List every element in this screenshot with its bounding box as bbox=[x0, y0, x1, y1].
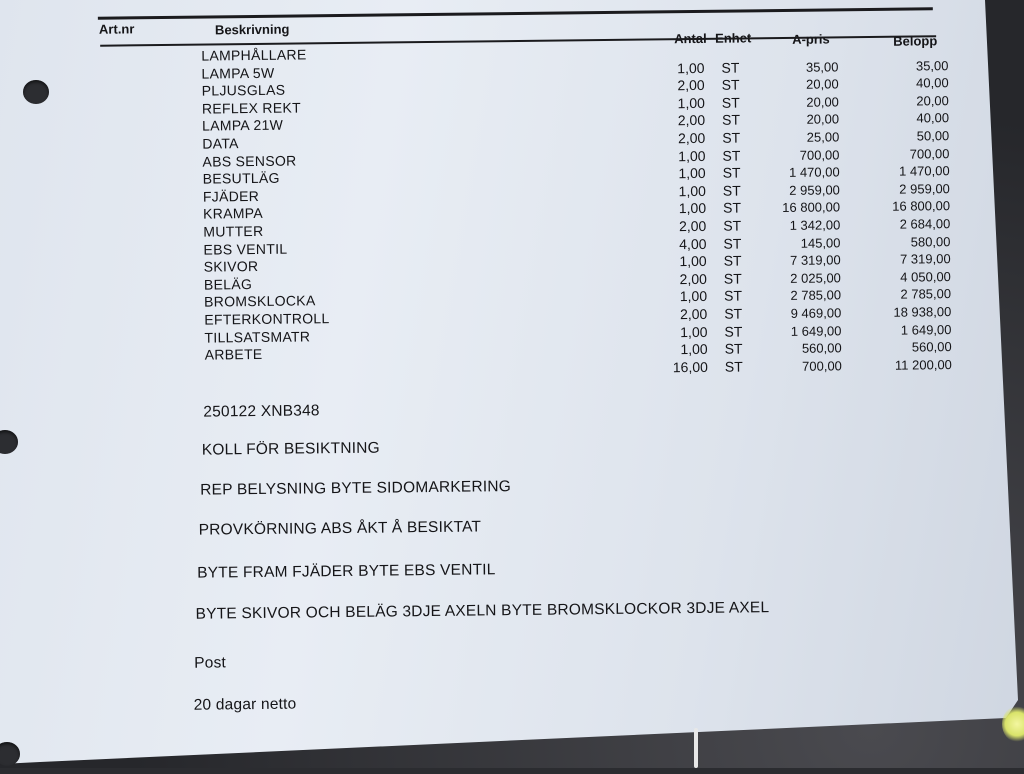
item-amount: 1 470,00 bbox=[898, 163, 950, 179]
item-amount: 4 050,00 bbox=[900, 268, 951, 285]
header-amount: Belopp bbox=[893, 33, 938, 49]
item-unit: ST bbox=[724, 323, 743, 340]
item-description: LAMPA 21W bbox=[202, 117, 284, 134]
item-unit: ST bbox=[723, 235, 742, 252]
item-unit: ST bbox=[721, 94, 740, 111]
item-unit: ST bbox=[724, 340, 743, 357]
header-unit-price: A-pris bbox=[792, 31, 830, 47]
item-quantity: 1,00 bbox=[680, 323, 708, 340]
item-description: TILLSATSMATR bbox=[204, 327, 311, 346]
item-quantity: 1,00 bbox=[677, 94, 705, 111]
item-amount: 2 785,00 bbox=[900, 286, 952, 303]
item-unit-price: 20,00 bbox=[806, 94, 839, 110]
item-unit-price: 2 959,00 bbox=[789, 182, 840, 198]
item-quantity: 1,00 bbox=[678, 182, 706, 199]
work-note: BYTE FRAM FJÄDER BYTE EBS VENTIL bbox=[197, 561, 496, 582]
item-amount: 2 959,00 bbox=[899, 180, 950, 197]
item-unit-price: 20,00 bbox=[806, 111, 840, 128]
item-unit: ST bbox=[722, 129, 741, 146]
header-description: Beskrivning bbox=[214, 21, 290, 38]
item-description: BESUTLÄG bbox=[202, 169, 280, 187]
work-note: PROVKÖRNING ABS ÅKT Å BESIKTAT bbox=[198, 518, 482, 539]
item-description: REFLEX REKT bbox=[201, 99, 301, 117]
item-unit-price: 16 800,00 bbox=[782, 199, 841, 216]
item-description: LAMPHÅLLARE bbox=[201, 46, 307, 64]
item-description: BELÄG bbox=[203, 275, 253, 293]
item-amount: 18 938,00 bbox=[893, 304, 952, 320]
item-description: PLJUSGLAS bbox=[201, 81, 286, 99]
item-unit: ST bbox=[724, 358, 743, 375]
item-unit: ST bbox=[722, 164, 741, 181]
item-description: KRAMPA bbox=[203, 205, 264, 222]
item-amount: 560,00 bbox=[911, 339, 952, 355]
item-quantity: 2,00 bbox=[679, 305, 708, 323]
item-description: ARBETE bbox=[204, 346, 263, 363]
item-unit-price: 1 649,00 bbox=[790, 322, 842, 339]
item-unit-price: 1 342,00 bbox=[789, 217, 841, 233]
item-description: ABS SENSOR bbox=[202, 152, 297, 170]
item-unit-price: 7 319,00 bbox=[789, 252, 841, 269]
item-unit-price: 2 785,00 bbox=[790, 287, 842, 304]
item-description: BROMSKLOCKA bbox=[204, 292, 316, 310]
work-note: REP BELYSNING BYTE SIDOMARKERING bbox=[200, 478, 512, 499]
item-unit-price: 35,00 bbox=[805, 58, 839, 75]
item-unit: ST bbox=[723, 270, 742, 287]
item-description: SKIVOR bbox=[203, 258, 259, 275]
item-unit: ST bbox=[724, 305, 743, 322]
item-quantity: 2,00 bbox=[679, 270, 707, 287]
item-quantity: 2,00 bbox=[677, 129, 706, 147]
item-unit-price: 1 470,00 bbox=[788, 164, 840, 181]
item-quantity: 1,00 bbox=[678, 147, 706, 164]
item-unit: ST bbox=[721, 59, 740, 76]
header-artnr: Art.nr bbox=[98, 21, 135, 37]
item-amount: 1 649,00 bbox=[900, 321, 952, 338]
item-unit-price: 700,00 bbox=[802, 358, 842, 374]
item-unit-price: 9 469,00 bbox=[790, 305, 842, 321]
delivery-method: Post bbox=[194, 654, 227, 672]
item-unit-price: 25,00 bbox=[806, 129, 840, 145]
item-quantity: 2,00 bbox=[677, 77, 705, 94]
item-unit: ST bbox=[723, 287, 743, 305]
item-quantity: 1,00 bbox=[678, 165, 706, 182]
item-unit: ST bbox=[721, 111, 741, 129]
item-description: LAMPA 5W bbox=[201, 64, 275, 82]
work-note: KOLL FÖR BESIKTNING bbox=[201, 439, 380, 459]
item-quantity: 1,00 bbox=[677, 59, 705, 76]
item-amount: 2 684,00 bbox=[899, 216, 951, 232]
item-amount: 11 200,00 bbox=[894, 356, 952, 373]
item-unit-price: 20,00 bbox=[806, 76, 839, 92]
work-note: BYTE SKIVOR OCH BELÄG 3DJE AXELN BYTE BROMSKLOCKOR 3DJE AXEL bbox=[195, 599, 770, 623]
item-quantity: 16,00 bbox=[672, 358, 708, 376]
item-amount: 20,00 bbox=[916, 92, 949, 109]
item-unit: ST bbox=[723, 252, 742, 269]
reference-number: 250122 XNB348 bbox=[203, 402, 320, 421]
item-description: EFTERKONTROLL bbox=[204, 310, 330, 328]
item-unit-price: 145,00 bbox=[800, 234, 841, 251]
item-quantity: 4,00 bbox=[679, 235, 707, 252]
item-quantity: 2,00 bbox=[678, 217, 707, 235]
item-description: DATA bbox=[202, 135, 239, 152]
item-amount: 35,00 bbox=[915, 57, 949, 74]
item-quantity: 1,00 bbox=[679, 253, 707, 270]
item-amount: 580,00 bbox=[910, 233, 951, 250]
item-quantity: 2,00 bbox=[677, 112, 706, 129]
item-unit: ST bbox=[722, 147, 741, 164]
item-amount: 700,00 bbox=[909, 145, 950, 162]
item-unit-price: 560,00 bbox=[801, 340, 842, 356]
item-amount: 7 319,00 bbox=[899, 251, 951, 267]
header-top-rule bbox=[98, 7, 933, 19]
item-quantity: 1,00 bbox=[679, 288, 708, 305]
item-description: EBS VENTIL bbox=[203, 240, 288, 258]
item-unit: ST bbox=[723, 217, 742, 234]
item-unit: ST bbox=[722, 199, 742, 217]
item-amount: 40,00 bbox=[916, 75, 949, 91]
item-description: MUTTER bbox=[203, 222, 264, 240]
item-unit: ST bbox=[722, 182, 741, 199]
item-quantity: 1,00 bbox=[680, 341, 708, 358]
item-amount: 40,00 bbox=[916, 110, 950, 126]
item-amount: 50,00 bbox=[916, 128, 950, 144]
item-quantity: 1,00 bbox=[678, 200, 707, 217]
item-amount: 16 800,00 bbox=[892, 198, 951, 215]
item-unit: ST bbox=[721, 76, 740, 93]
item-description: FJÄDER bbox=[202, 187, 260, 205]
item-unit-price: 2 025,00 bbox=[790, 270, 841, 286]
payment-terms: 20 dagar netto bbox=[193, 695, 297, 714]
item-unit-price: 700,00 bbox=[799, 146, 840, 163]
